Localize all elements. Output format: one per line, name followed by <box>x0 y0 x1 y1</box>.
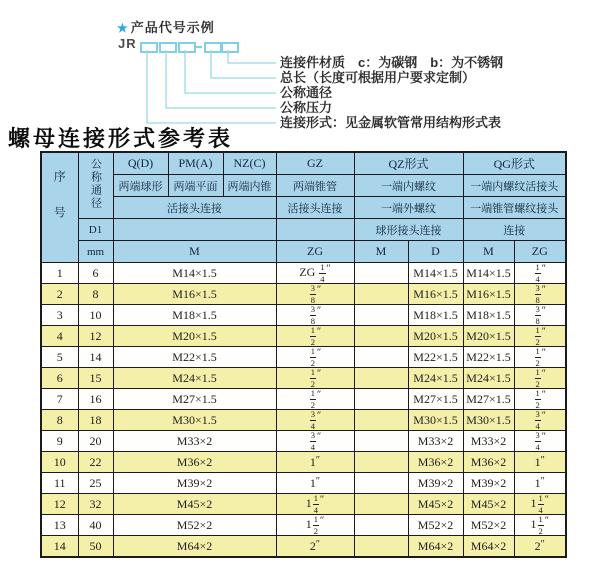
seq-cell: 12 <box>41 494 78 515</box>
header-type-nzc: 两端内锥 <box>223 175 276 197</box>
gz-cell: $\frac{3}{4}$ ″ <box>276 431 354 452</box>
header-conn-union: 活接头连接 <box>113 197 276 219</box>
header-d1-blank-left <box>113 219 276 241</box>
header-type-qz: 一端内螺纹 <box>354 175 463 197</box>
qg-zg-cell: $\frac{1}{2}$ ″ <box>514 389 566 410</box>
qz-m-cell <box>354 326 408 347</box>
header-conn-qz: 一端外螺纹 <box>354 197 463 219</box>
qz-m-cell <box>354 452 408 473</box>
qg-m-cell: M24×1.5 <box>463 368 514 389</box>
header-unit-m3: M <box>463 241 514 263</box>
qg-m-cell: M14×1.5 <box>463 263 514 284</box>
thread-m-cell: M16×1.5 <box>113 284 276 305</box>
qz-d-cell: M18×1.5 <box>408 305 463 326</box>
header-row-units <box>41 241 566 263</box>
thread-m-cell: M45×2 <box>113 494 276 515</box>
header-conn-ball: 球形接头连接 <box>354 219 463 241</box>
header-unit-mm: mm <box>78 241 113 263</box>
gz-cell: 1 $\frac{1}{2}$ ″ <box>276 515 354 536</box>
gz-cell: $\frac{1}{2}$ ″ <box>276 389 354 410</box>
qz-d-cell: M27×1.5 <box>408 389 463 410</box>
qg-m-cell: M39×2 <box>463 473 514 494</box>
header-d1: D1 <box>78 219 113 241</box>
thread-m-cell: M20×1.5 <box>113 326 276 347</box>
seq-cell: 9 <box>41 431 78 452</box>
qz-m-cell <box>354 431 408 452</box>
qg-zg-cell: 1″ <box>514 452 566 473</box>
diagram-label-pressure: 公称压力 <box>280 100 333 115</box>
header-conn-qg: 一端锥管螺纹接头 <box>463 197 566 219</box>
qz-d-cell: M33×2 <box>408 431 463 452</box>
qg-zg-cell: $\frac{1}{2}$ ″ <box>514 368 566 389</box>
thread-m-cell: M33×2 <box>113 431 276 452</box>
header-conn-plain: 连接 <box>463 219 566 241</box>
qz-d-cell: M14×1.5 <box>408 263 463 284</box>
qg-m-cell: M45×2 <box>463 494 514 515</box>
qz-d-cell: M22×1.5 <box>408 347 463 368</box>
dn-cell: 10 <box>78 305 113 326</box>
header-dn-label: 公称通径 <box>89 158 102 210</box>
header-unit-m1: M <box>113 241 276 263</box>
header-group-qd: Q(D) <box>113 152 168 175</box>
thread-m-cell: M24×1.5 <box>113 368 276 389</box>
gz-cell: $\frac{3}{4}$ ″ <box>276 410 354 431</box>
table-row <box>41 305 566 326</box>
qg-zg-cell: $\frac{1}{4}$ ″ <box>514 263 566 284</box>
table-row <box>41 452 566 473</box>
dn-cell: 25 <box>78 473 113 494</box>
thread-m-cell: M36×2 <box>113 452 276 473</box>
seq-cell: 6 <box>41 368 78 389</box>
qg-m-cell: M52×2 <box>463 515 514 536</box>
header-type-gz: 两端锥管 <box>276 175 354 197</box>
table-header <box>41 152 566 263</box>
qg-m-cell: M18×1.5 <box>463 305 514 326</box>
gz-cell: $\frac{1}{2}$ ″ <box>276 326 354 347</box>
table-row <box>41 368 566 389</box>
header-unit-d: D <box>408 241 463 263</box>
qz-m-cell <box>354 347 408 368</box>
gz-cell: 1 $\frac{1}{4}$ ″ <box>276 494 354 515</box>
gz-cell: $\frac{3}{8}$ ″ <box>276 284 354 305</box>
header-unit-zg1: ZG <box>276 241 354 263</box>
qz-d-cell: M24×1.5 <box>408 368 463 389</box>
qg-zg-cell: 1 $\frac{1}{4}$ ″ <box>514 494 566 515</box>
dn-cell: 12 <box>78 326 113 347</box>
seq-cell: 5 <box>41 347 78 368</box>
header-conn-gz: 活接头连接 <box>276 197 354 219</box>
seq-cell: 13 <box>41 515 78 536</box>
qz-d-cell: M20×1.5 <box>408 326 463 347</box>
thread-m-cell: M30×1.5 <box>113 410 276 431</box>
header-dn <box>78 152 113 219</box>
thread-m-cell: M52×2 <box>113 515 276 536</box>
seq-cell: 1 <box>41 263 78 284</box>
qg-zg-cell: $\frac{3}{8}$ ″ <box>514 305 566 326</box>
diagram-title: 产品代号示例 <box>130 20 215 35</box>
table-row <box>41 515 566 536</box>
thread-m-cell: M39×2 <box>113 473 276 494</box>
dn-cell: 32 <box>78 494 113 515</box>
seq-cell: 10 <box>41 452 78 473</box>
gz-cell: ZG $\frac{1}{4}$ ″ <box>276 263 354 284</box>
qg-zg-cell: $\frac{3}{4}$ ″ <box>514 410 566 431</box>
seq-cell: 3 <box>41 305 78 326</box>
qz-d-cell: M39×2 <box>408 473 463 494</box>
qz-m-cell <box>354 515 408 536</box>
dn-cell: 50 <box>78 536 113 558</box>
qg-m-cell: M22×1.5 <box>463 347 514 368</box>
dn-cell: 22 <box>78 452 113 473</box>
qg-zg-cell: 2″ <box>514 536 566 558</box>
qg-zg-cell: $\frac{1}{2}$ ″ <box>514 347 566 368</box>
seq-cell: 11 <box>41 473 78 494</box>
qg-zg-cell: $\frac{3}{4}$ ″ <box>514 431 566 452</box>
table-title: 螺母连接形式参考表 <box>8 126 234 151</box>
dn-cell: 15 <box>78 368 113 389</box>
seq-cell: 7 <box>41 389 78 410</box>
nut-connection-table <box>40 151 567 558</box>
header-d1-blank-gz <box>276 219 354 241</box>
gz-cell: 2″ <box>276 536 354 558</box>
qz-m-cell <box>354 368 408 389</box>
header-group-nzc: NZ(C) <box>223 152 276 175</box>
qz-d-cell: M30×1.5 <box>408 410 463 431</box>
qz-m-cell <box>354 536 408 558</box>
table-row <box>41 431 566 452</box>
header-group-qg: QG形式 <box>463 152 566 175</box>
dn-cell: 18 <box>78 410 113 431</box>
thread-m-cell: M14×1.5 <box>113 263 276 284</box>
header-group-pma: PM(A) <box>168 152 223 175</box>
dn-cell: 6 <box>78 263 113 284</box>
qz-m-cell <box>354 284 408 305</box>
qz-m-cell <box>354 473 408 494</box>
table-body <box>41 263 566 558</box>
table-row <box>41 389 566 410</box>
qz-m-cell <box>354 410 408 431</box>
thread-m-cell: M64×2 <box>113 536 276 558</box>
diagram-label-length: 总长（长度可根据用户要求定制） <box>280 70 476 85</box>
table-row <box>41 494 566 515</box>
qg-zg-cell: $\frac{1}{2}$ ″ <box>514 326 566 347</box>
seq-cell: 4 <box>41 326 78 347</box>
header-seq-label: 序号 <box>52 170 67 242</box>
table-row <box>41 410 566 431</box>
header-row-groups <box>41 152 566 175</box>
qz-m-cell <box>354 389 408 410</box>
qg-zg-cell: 1″ <box>514 473 566 494</box>
dn-cell: 14 <box>78 347 113 368</box>
diagram-label-connection: 连接形式：见金属软管常用结构形式表 <box>280 115 502 130</box>
thread-m-cell: M27×1.5 <box>113 389 276 410</box>
header-group-gz: GZ <box>276 152 354 175</box>
header-row-d1 <box>41 219 566 241</box>
dn-cell: 16 <box>78 389 113 410</box>
header-type-qg: 一端内螺纹活接头 <box>463 175 566 197</box>
qz-m-cell <box>354 305 408 326</box>
qg-m-cell: M33×2 <box>463 431 514 452</box>
qz-d-cell: M36×2 <box>408 452 463 473</box>
dn-cell: 20 <box>78 431 113 452</box>
qg-m-cell: M20×1.5 <box>463 326 514 347</box>
gz-cell: 1″ <box>276 473 354 494</box>
table-row <box>41 473 566 494</box>
table-row <box>41 263 566 284</box>
code-prefix: JR <box>118 36 137 51</box>
seq-cell: 2 <box>41 284 78 305</box>
header-type-qd: 两端球形 <box>113 175 168 197</box>
qg-m-cell: M16×1.5 <box>463 284 514 305</box>
table-row <box>41 326 566 347</box>
gz-cell: $\frac{1}{2}$ ″ <box>276 368 354 389</box>
header-seq <box>41 152 78 263</box>
qg-m-cell: M30×1.5 <box>463 410 514 431</box>
dn-cell: 8 <box>78 284 113 305</box>
header-unit-m2: M <box>354 241 408 263</box>
qz-m-cell <box>354 494 408 515</box>
qg-zg-cell: $\frac{3}{8}$ ″ <box>514 284 566 305</box>
thread-m-cell: M18×1.5 <box>113 305 276 326</box>
qg-m-cell: M27×1.5 <box>463 389 514 410</box>
diagram-label-material: 连接件材质 c：为碳钢 b：为不锈钢 <box>280 55 504 70</box>
qz-d-cell: M52×2 <box>408 515 463 536</box>
thread-m-cell: M22×1.5 <box>113 347 276 368</box>
header-row-connection <box>41 197 566 219</box>
qg-m-cell: M64×2 <box>463 536 514 558</box>
star-icon: ★ <box>117 21 129 35</box>
qg-zg-cell: 1 $\frac{1}{2}$ ″ <box>514 515 566 536</box>
table-row <box>41 347 566 368</box>
table-row <box>41 536 566 558</box>
dn-cell: 40 <box>78 515 113 536</box>
qz-d-cell: M45×2 <box>408 494 463 515</box>
qg-m-cell: M36×2 <box>463 452 514 473</box>
header-type-pma: 两端平面 <box>168 175 223 197</box>
seq-cell: 14 <box>41 536 78 558</box>
table-row <box>41 284 566 305</box>
diagram-label-diameter: 公称通径 <box>280 85 333 100</box>
seq-cell: 8 <box>41 410 78 431</box>
gz-cell: $\frac{3}{8}$ ″ <box>276 305 354 326</box>
qz-d-cell: M64×2 <box>408 536 463 558</box>
gz-cell: 1″ <box>276 452 354 473</box>
qz-m-cell <box>354 263 408 284</box>
gz-cell: $\frac{1}{2}$ ″ <box>276 347 354 368</box>
qz-d-cell: M16×1.5 <box>408 284 463 305</box>
header-unit-zg2: ZG <box>514 241 566 263</box>
header-row-types <box>41 175 566 197</box>
header-group-qz: QZ形式 <box>354 152 463 175</box>
